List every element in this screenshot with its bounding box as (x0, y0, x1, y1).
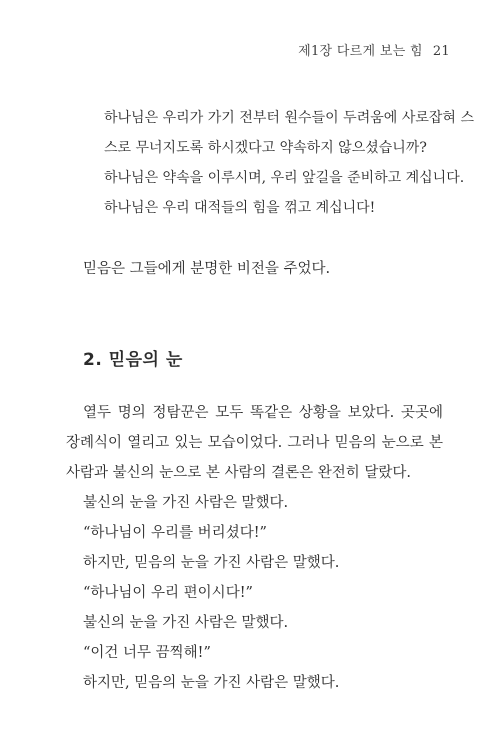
dialogue-line: 불신의 눈을 가진 사람은 말했다. (83, 495, 289, 511)
quote-line: 하나님은 약속을 이루시며, 우리 앞길을 준비하고 계십니다. (104, 170, 465, 186)
body-paragraph: 열두 명의 정탐꾼은 모두 똑같은 상황을 보았다. 곳곳에 장례식이 열리고 있는 모습이었다. 그러나 믿음의 눈으로 본 사람과 불신의 눈으로 본 사람의 결론은 완전히 달랐다. (66, 405, 443, 481)
dialogue-line: “하나님이 우리 편이시다!” (83, 585, 253, 601)
summary-line: 믿음은 그들에게 분명한 비전을 주었다. (83, 261, 331, 277)
section-heading: 2. 믿음의 눈 (83, 350, 183, 370)
chapter-title: 제1장 다르게 보는 힘 (298, 44, 423, 59)
dialogue-line: “하나님이 우리를 버리셨다!” (83, 525, 267, 541)
page-number: 21 (432, 44, 450, 59)
quote-line: 하나님은 우리가 가기 전부터 원수들이 두려움에 사로잡혀 스스로 무너지도록 하시겠다고 약속하지 않으셨습니까? (104, 110, 474, 156)
dialogue-line: 하지만, 믿음의 눈을 가진 사람은 말했다. (83, 675, 340, 691)
running-header (298, 40, 450, 59)
dialogue-line: 불신의 눈을 가진 사람은 말했다. (83, 615, 289, 631)
dialogue-line: “이건 너무 끔찍해!” (83, 645, 211, 661)
quote-block (104, 103, 474, 223)
quote-line: 하나님은 우리 대적들의 힘을 꺾고 계십니다! (104, 200, 376, 216)
dialogue-list (83, 488, 339, 698)
dialogue-line: 하지만, 믿음의 눈을 가진 사람은 말했다. (83, 555, 340, 571)
